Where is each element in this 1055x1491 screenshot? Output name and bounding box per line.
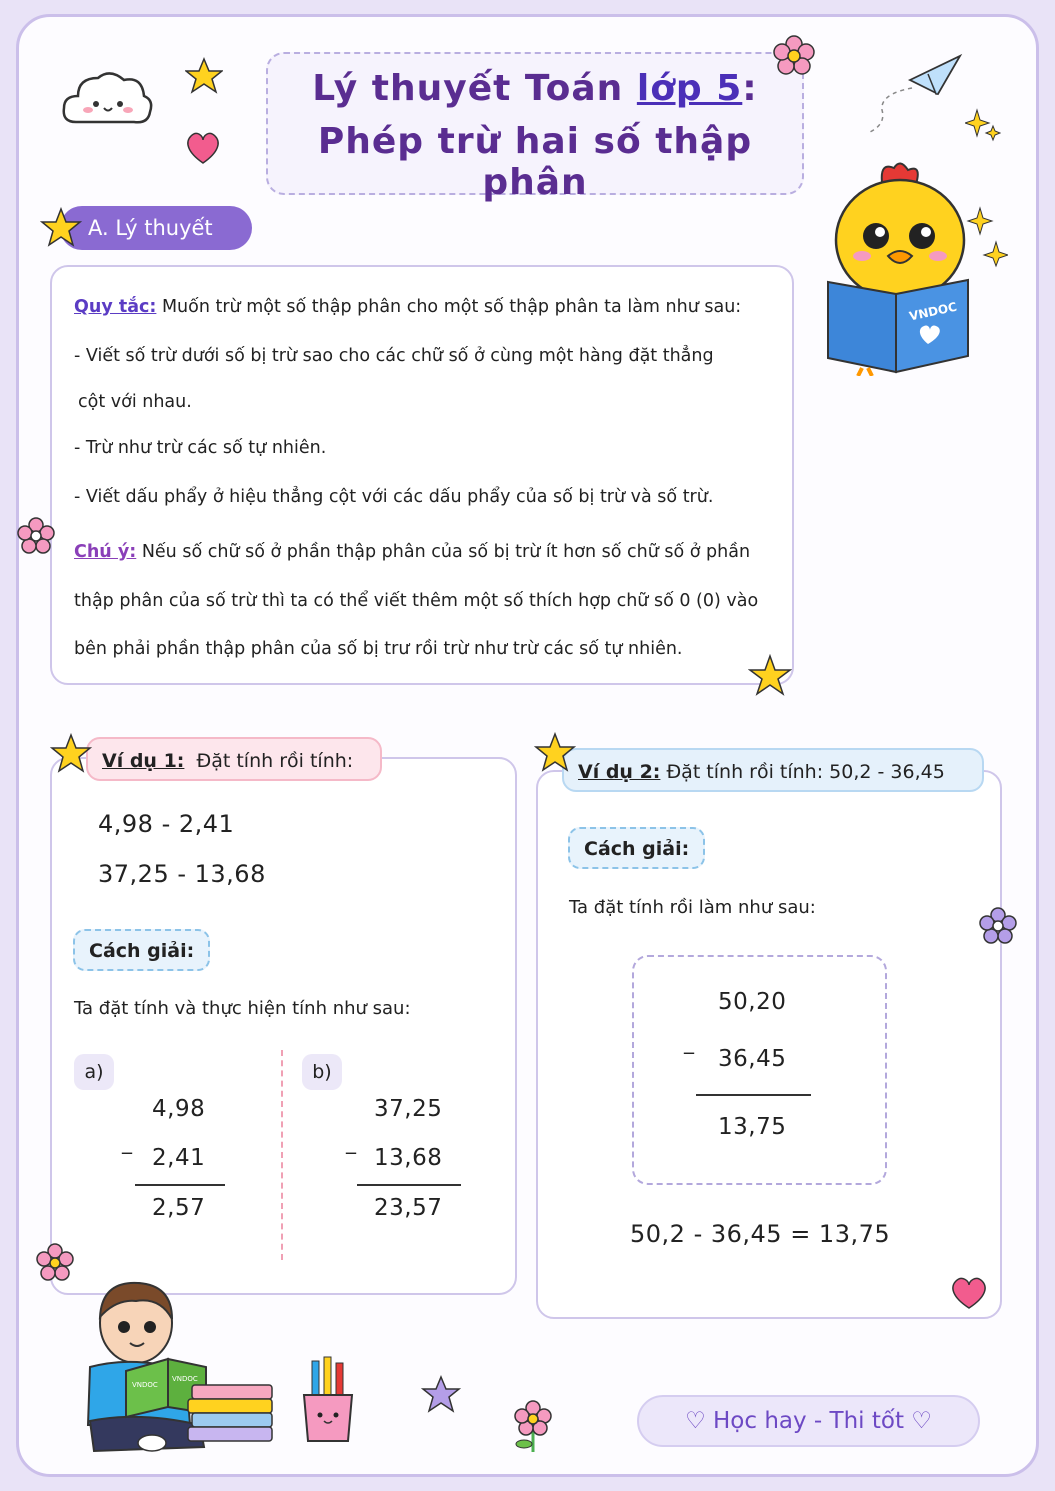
section-heading: A. Lý thuyết: [60, 206, 252, 250]
flower-icon: [978, 906, 1018, 946]
flower-icon: [16, 516, 56, 556]
part-a-minus-sign: _: [122, 1130, 132, 1154]
star-icon: [534, 732, 576, 774]
part-a-line: [135, 1184, 225, 1186]
rule-step-1: - Viết số trừ dưới số bị trừ sao cho các chữ số ở cùng một hàng đặt thẳng: [74, 346, 714, 366]
example-1-intro: Ta đặt tính và thực hiện tính như sau:: [74, 998, 411, 1019]
paper-plane-icon: [860, 50, 970, 140]
part-b-subtrahend: 13,68: [374, 1145, 443, 1171]
note-line-1: Chú ý: Nếu số chữ số ở phần thập phân của số bị trừ ít hơn số chữ số ở phần: [74, 542, 751, 562]
example-2-minuend: 50,20: [718, 989, 787, 1015]
example-1-expr-b: 37,25 - 13,68: [98, 860, 266, 888]
theory-box: [50, 265, 794, 685]
example-2-heading: Ví dụ 2: Đặt tính rồi tính: 50,2 - 36,45: [562, 748, 984, 792]
mascot-book-label: VNDOC: [907, 299, 959, 324]
boy-reading-illustration: [80, 1275, 280, 1457]
part-a-tag: a): [74, 1054, 114, 1090]
part-a-result: 2,57: [152, 1195, 206, 1221]
flower-icon: [772, 34, 816, 78]
footer-slogan: ♡ Học hay - Thi tốt ♡: [637, 1395, 980, 1447]
title-box: [266, 52, 804, 203]
flower-icon: [508, 1398, 558, 1454]
flower-icon: [34, 1242, 76, 1284]
divider: [281, 1050, 283, 1260]
note-line-3: bên phải phần thập phân của số bị trư rồi trừ như trừ các số tự nhiên.: [74, 639, 683, 659]
pencil-cup-icon: [300, 1355, 360, 1445]
sparkle-icon: [965, 108, 1001, 142]
part-b-line: [357, 1184, 461, 1186]
example-2-subtrahend: 36,45: [718, 1046, 787, 1072]
example-2-minus-sign: _: [684, 1030, 694, 1054]
heart-icon: [948, 1273, 990, 1311]
part-b-tag: b): [302, 1054, 342, 1090]
part-b-minus-sign: _: [346, 1130, 356, 1154]
rule-step-3: - Viết dấu phẩy ở hiệu thẳng cột với các dấu phẩy của số bị trừ và số trừ.: [74, 487, 714, 507]
example-2-result: 13,75: [718, 1114, 787, 1140]
part-b-minuend: 37,25: [374, 1096, 443, 1122]
example-2-solution-label: Cách giải:: [568, 827, 705, 869]
example-1-solution-label: Cách giải:: [73, 929, 210, 971]
example-2-intro: Ta đặt tính rồi làm như sau:: [569, 897, 816, 918]
boy-book-label-right: VNDOC: [172, 1375, 198, 1383]
star-icon: [420, 1375, 462, 1415]
rule-step-1-cont: cột với nhau.: [78, 392, 192, 412]
example-1-heading: Ví dụ 1: Đặt tính rồi tính:: [86, 737, 382, 781]
star-icon: [50, 733, 92, 775]
rule-line: Quy tắc: Muốn trừ một số thập phân cho một số thập phân ta làm như sau:: [74, 297, 742, 317]
example-2-line: [696, 1094, 811, 1096]
page-title-line2: Phép trừ hai số thập phân: [317, 121, 753, 203]
cloud-icon: [58, 66, 154, 132]
rule-step-2: - Trừ như trừ các số tự nhiên.: [74, 438, 327, 458]
star-icon: [185, 57, 223, 95]
note-line-2: thập phân của số trừ thì ta có thể viết thêm một số thích hợp chữ số 0 (0) vào: [74, 591, 759, 611]
page-title-line1: Lý thuyết Toán lớp 5:: [312, 68, 758, 109]
star-icon: [40, 207, 82, 249]
chick-mascot: [822, 158, 972, 376]
part-b-result: 23,57: [374, 1195, 443, 1221]
grade-link[interactable]: lớp 5: [636, 68, 743, 109]
example-1-expr-a: 4,98 - 2,41: [98, 810, 235, 838]
star-icon: [748, 654, 792, 698]
part-a-minuend: 4,98: [152, 1096, 206, 1122]
part-a-subtrahend: 2,41: [152, 1145, 206, 1171]
boy-book-label-left: VNDOC: [132, 1381, 158, 1389]
example-2-equation: 50,2 - 36,45 = 13,75: [630, 1220, 891, 1248]
sparkle-icon: [966, 206, 1008, 268]
heart-icon: [183, 128, 223, 166]
